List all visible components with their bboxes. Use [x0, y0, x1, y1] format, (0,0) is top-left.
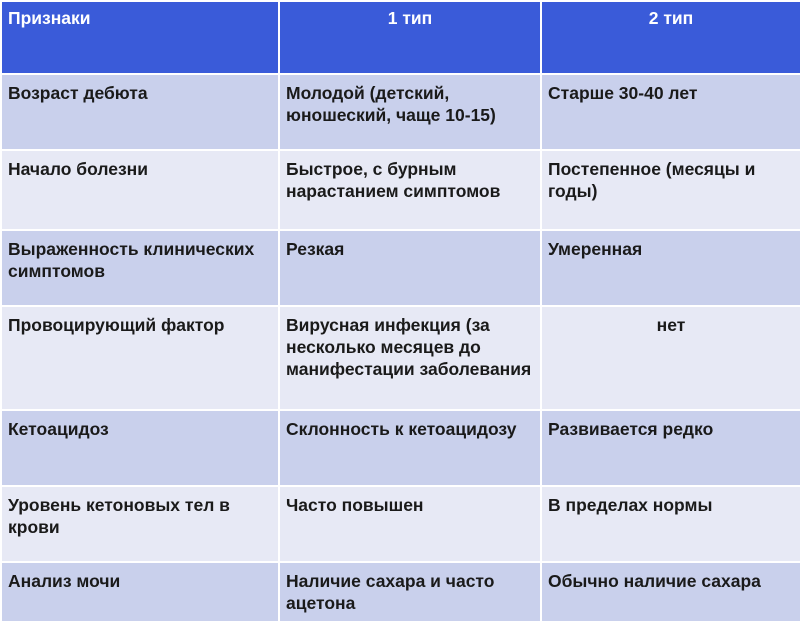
- type1-cell: Часто повышен: [279, 486, 541, 562]
- header-type-2: 2 тип: [541, 1, 801, 74]
- table-row: [1, 74, 801, 150]
- type2-cell: В пределах нормы: [541, 486, 801, 562]
- type2-cell: нет: [541, 306, 801, 410]
- type1-cell: Резкая: [279, 230, 541, 306]
- table-row: [1, 150, 801, 230]
- type1-cell: Наличие сахара и часто ацетона: [279, 562, 541, 622]
- type2-cell: Постепенное (месяцы и годы): [541, 150, 801, 230]
- feature-cell: Возраст дебюта: [1, 74, 279, 150]
- feature-cell: Выраженность клинических симптомов: [1, 230, 279, 306]
- feature-cell: Провоцирующий фактор: [1, 306, 279, 410]
- type1-cell: Молодой (детский, юношеский, чаще 10-15): [279, 74, 541, 150]
- feature-cell: Анализ мочи: [1, 562, 279, 622]
- type2-cell: Умеренная: [541, 230, 801, 306]
- table-row: [1, 562, 801, 622]
- type2-cell: Старше 30-40 лет: [541, 74, 801, 150]
- type1-cell: Вирусная инфекция (за несколько месяцев до манифестации заболевания: [279, 306, 541, 410]
- table-row: [1, 306, 801, 410]
- header-type-1: 1 тип: [279, 1, 541, 74]
- feature-cell: Кетоацидоз: [1, 410, 279, 486]
- table-row: [1, 486, 801, 562]
- type1-cell: Склонность к кетоацидозу: [279, 410, 541, 486]
- table-header-row: [1, 1, 801, 74]
- type1-cell: Быстрое, с бурным нарастанием симптомов: [279, 150, 541, 230]
- type2-cell: Развивается редко: [541, 410, 801, 486]
- feature-cell: Начало болезни: [1, 150, 279, 230]
- table-row: [1, 410, 801, 486]
- table-row: [1, 230, 801, 306]
- feature-cell: Уровень кетоновых тел в крови: [1, 486, 279, 562]
- type2-cell: Обычно наличие сахара: [541, 562, 801, 622]
- header-features: Признаки: [1, 1, 279, 74]
